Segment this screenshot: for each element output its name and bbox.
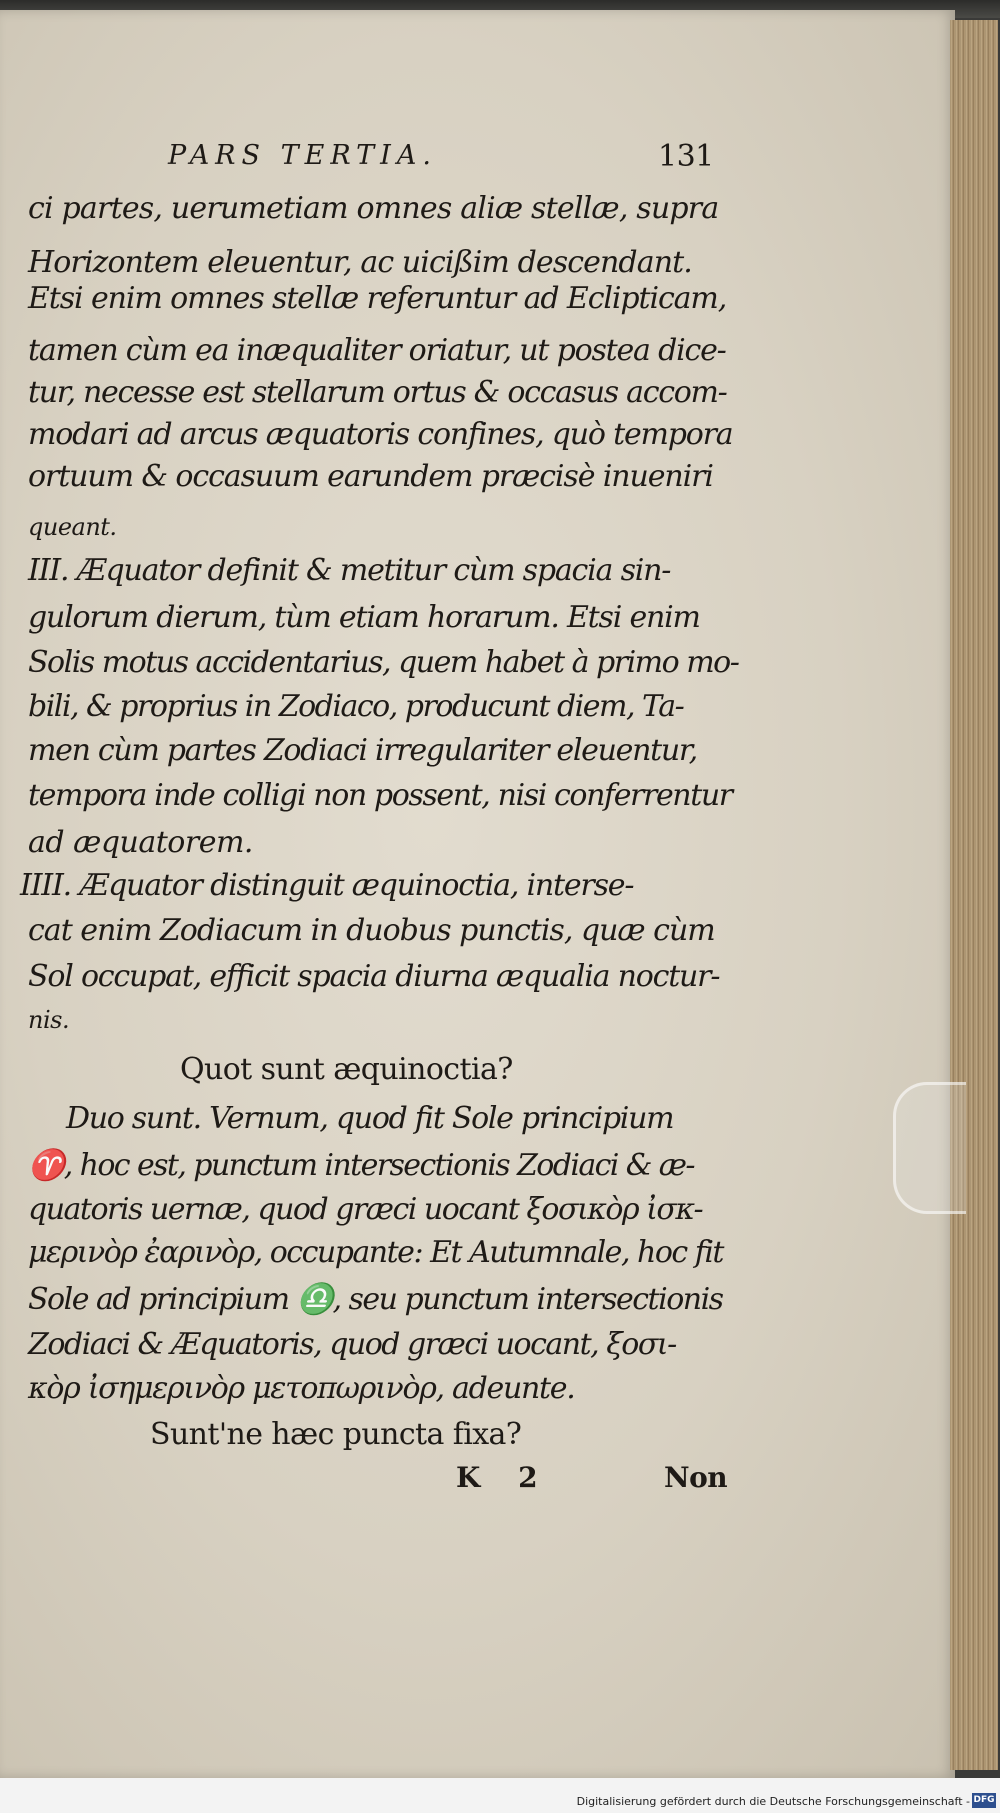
text-line-15: ad æquatorem.	[28, 825, 253, 860]
text-line-2: Horizontem eleuentur, ac uicißim descendant.	[28, 245, 692, 280]
page-edges	[950, 20, 998, 1770]
text-line-1: ci partes, uerumetiam omnes aliæ stellæ, supra	[28, 191, 719, 226]
text-line-18: Sol occupat, efficit spacia diurna æqualia noctur-	[28, 959, 720, 994]
text-line-8: queant.	[28, 513, 117, 541]
text-line-7: ortuum & occasuum earundem præcisè inueniri	[28, 459, 713, 494]
text-line-12: bili, & proprius in Zodiaco, producunt diem, Ta-	[28, 689, 684, 724]
footer-credit: Digitalisierung gefördert durch die Deutsche Forschungsgemeinschaft -	[576, 1795, 970, 1808]
text-line-22: ♈, hoc est, punctum intersectionis Zodiaci & æ-	[28, 1148, 694, 1183]
text-line-11: Solis motus accidentarius, quem habet à primo mo-	[28, 645, 739, 680]
question-heading-2: Sunt'ne hæc puncta fixa?	[150, 1417, 522, 1452]
page-number: 131	[658, 139, 714, 174]
dfg-logo: DFG	[972, 1793, 996, 1808]
text-line-19: nis.	[28, 1006, 70, 1034]
text-line-26: Zodiaci & Æquatoris, quod græci uocant, ξοσι-	[28, 1327, 676, 1362]
text-line-13: men cùm partes Zodiaci irregulariter eleuentur,	[28, 733, 697, 768]
text-line-25: Sole ad principium ♎, seu punctum intersectionis	[28, 1282, 723, 1317]
text-line-16: IIII. Æquator distinguit æquinoctia, interse-	[20, 868, 634, 903]
text-line-27: κὸρ ἰσημερινὸρ μετοπωρινὸρ, adeunte.	[28, 1371, 575, 1406]
text-line-4: tamen cùm ea inæqualiter oriatur, ut postea dice-	[28, 333, 726, 368]
text-line-6: modari ad arcus æquatoris confines, quò tempora	[28, 417, 733, 452]
question-heading-1: Quot sunt æquinoctia?	[180, 1052, 513, 1087]
signature-mark: K 2	[456, 1461, 552, 1494]
running-head: PARS TERTIA.	[168, 140, 437, 171]
text-line-10: gulorum dierum, tùm etiam horarum. Etsi enim	[28, 600, 700, 635]
page-clip	[893, 1082, 966, 1214]
text-line-24: μερινὸρ ἐαρινὸρ, occupante: Et Autumnale, hoc fit	[28, 1235, 723, 1270]
catchword: Non	[664, 1461, 728, 1494]
text-line-17: cat enim Zodiacum in duobus punctis, quæ cùm	[28, 913, 715, 948]
text-line-21: Duo sunt. Vernum, quod fit Sole principium	[66, 1101, 674, 1136]
text-line-14: tempora inde colligi non possent, nisi conferrentur	[28, 778, 732, 813]
text-line-3: Etsi enim omnes stellæ referuntur ad Eclipticam,	[28, 281, 727, 316]
text-line-5: tur, necesse est stellarum ortus & occasus accom-	[28, 375, 727, 410]
text-line-23: quatoris uernæ, quod græci uocant ξοσικὸρ ἰσκ-	[28, 1192, 703, 1227]
text-line-9: III. Æquator definit & metitur cùm spacia sin-	[28, 553, 671, 588]
